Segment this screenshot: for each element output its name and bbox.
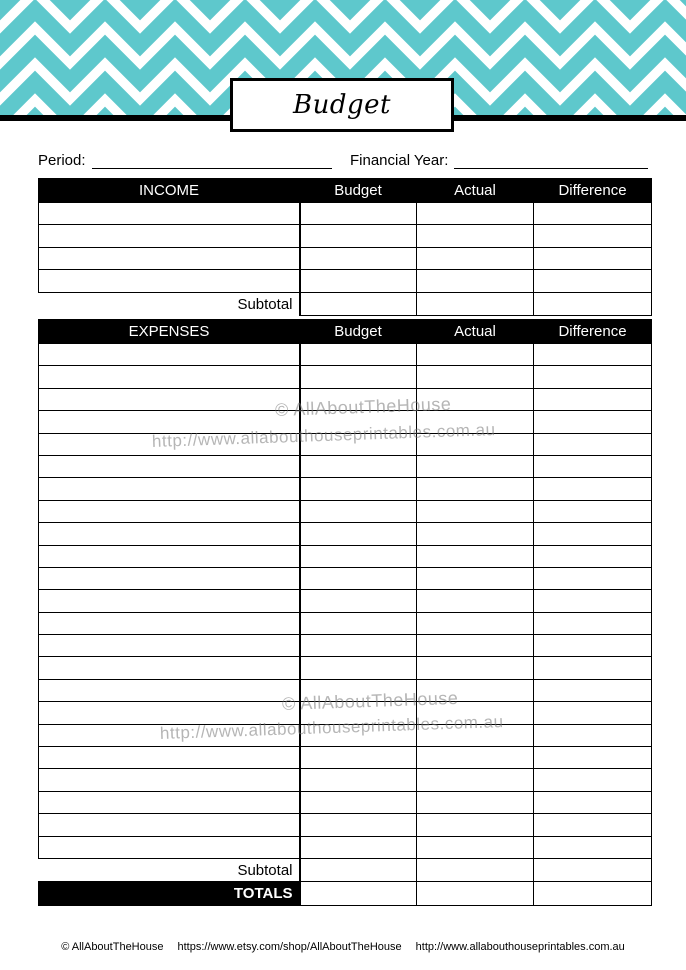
- expense-budget-cell[interactable]: [300, 344, 417, 366]
- expense-difference-cell[interactable]: [534, 612, 652, 634]
- expense-item-cell[interactable]: [39, 567, 300, 589]
- expense-actual-cell[interactable]: [417, 657, 534, 679]
- financial-year-field: [350, 150, 648, 169]
- expense-row: [39, 455, 652, 477]
- income-item-cell[interactable]: [39, 225, 300, 247]
- expense-difference-cell[interactable]: [534, 747, 652, 769]
- watermark-url: http://www.allabouthouseprintables.com.au: [159, 712, 504, 743]
- income-item-cell[interactable]: [39, 270, 300, 292]
- expense-difference-cell[interactable]: [534, 567, 652, 589]
- expense-difference-cell[interactable]: [534, 366, 652, 388]
- expense-item-cell[interactable]: [39, 545, 300, 567]
- expense-item-cell[interactable]: [39, 478, 300, 500]
- expense-item-cell[interactable]: [39, 814, 300, 836]
- expense-actual-cell[interactable]: [417, 500, 534, 522]
- expense-difference-cell[interactable]: [534, 814, 652, 836]
- expense-item-cell[interactable]: [39, 523, 300, 545]
- expense-row: [39, 635, 652, 657]
- expense-item-cell[interactable]: [39, 747, 300, 769]
- income-item-cell[interactable]: [39, 247, 300, 269]
- expense-item-cell[interactable]: [39, 344, 300, 366]
- income-difference-cell[interactable]: [534, 270, 652, 292]
- footer-site-link[interactable]: http://www.allabouthouseprintables.com.au: [415, 941, 625, 953]
- income-budget-cell[interactable]: [300, 203, 417, 225]
- income-difference-cell[interactable]: [534, 247, 652, 269]
- expense-item-cell[interactable]: [39, 657, 300, 679]
- watermark-copyright: © AllAboutTheHouse: [274, 393, 452, 420]
- expense-difference-cell[interactable]: [534, 500, 652, 522]
- expense-actual-cell[interactable]: [417, 523, 534, 545]
- expense-item-cell[interactable]: [39, 455, 300, 477]
- expense-budget-cell[interactable]: [300, 814, 417, 836]
- expense-budget-cell[interactable]: [300, 791, 417, 813]
- expense-actual-cell[interactable]: [417, 635, 534, 657]
- expense-item-cell[interactable]: [39, 791, 300, 813]
- income-difference-cell[interactable]: [534, 225, 652, 247]
- expense-budget-cell[interactable]: [300, 590, 417, 612]
- income-actual-cell[interactable]: [417, 225, 534, 247]
- expenses-subtotal-row: [39, 858, 652, 882]
- income-subtotal-label: Subtotal: [39, 292, 300, 316]
- expense-actual-cell[interactable]: [417, 612, 534, 634]
- income-actual-cell[interactable]: [417, 270, 534, 292]
- totals-label: TOTALS: [39, 882, 300, 906]
- expenses-subtotal-budget[interactable]: [300, 858, 417, 882]
- expense-budget-cell[interactable]: [300, 500, 417, 522]
- income-row: [39, 225, 652, 247]
- expense-difference-cell[interactable]: [534, 388, 652, 410]
- income-subtotal-budget[interactable]: [300, 292, 417, 316]
- expense-actual-cell[interactable]: [417, 545, 534, 567]
- income-item-cell[interactable]: [39, 203, 300, 225]
- totals-budget[interactable]: [300, 882, 417, 906]
- watermark-copyright: © AllAboutTheHouse: [281, 687, 459, 714]
- expense-actual-cell[interactable]: [417, 814, 534, 836]
- footer-etsy-link[interactable]: https://www.etsy.com/shop/AllAboutTheHouse: [177, 941, 402, 953]
- difference-header: Difference: [534, 320, 652, 344]
- footer: [0, 941, 686, 953]
- income-budget-cell[interactable]: [300, 247, 417, 269]
- expense-budget-cell[interactable]: [300, 545, 417, 567]
- expense-difference-cell[interactable]: [534, 344, 652, 366]
- budget-header: Budget: [300, 320, 417, 344]
- expense-difference-cell[interactable]: [534, 702, 652, 724]
- expense-actual-cell[interactable]: [417, 478, 534, 500]
- income-actual-cell[interactable]: [417, 203, 534, 225]
- expense-budget-cell[interactable]: [300, 567, 417, 589]
- period-line[interactable]: [92, 150, 332, 169]
- expense-difference-cell[interactable]: [534, 836, 652, 858]
- expense-budget-cell[interactable]: [300, 769, 417, 791]
- expense-budget-cell[interactable]: [300, 523, 417, 545]
- expense-budget-cell[interactable]: [300, 635, 417, 657]
- expense-row: [39, 567, 652, 589]
- expense-row: [39, 545, 652, 567]
- income-actual-cell[interactable]: [417, 247, 534, 269]
- expense-row: [39, 500, 652, 522]
- income-subtotal-row: [39, 292, 652, 316]
- expense-difference-cell[interactable]: [534, 455, 652, 477]
- income-subtotal-actual[interactable]: [417, 292, 534, 316]
- income-budget-cell[interactable]: [300, 270, 417, 292]
- expense-actual-cell[interactable]: [417, 366, 534, 388]
- totals-difference[interactable]: [534, 882, 652, 906]
- title-box: [230, 78, 454, 132]
- expense-budget-cell[interactable]: [300, 366, 417, 388]
- income-row: [39, 247, 652, 269]
- expense-budget-cell[interactable]: [300, 657, 417, 679]
- expenses-subtotal-actual[interactable]: [417, 858, 534, 882]
- expenses-header-row: [39, 320, 652, 344]
- expense-budget-cell[interactable]: [300, 612, 417, 634]
- expense-actual-cell[interactable]: [417, 836, 534, 858]
- expense-row: [39, 344, 652, 366]
- watermark-url: http://www.allabouthouseprintables.com.au: [151, 420, 496, 451]
- expense-difference-cell[interactable]: [534, 523, 652, 545]
- expense-item-cell[interactable]: [39, 679, 300, 701]
- expense-item-cell[interactable]: [39, 388, 300, 410]
- expense-row: [39, 814, 652, 836]
- financial-year-line[interactable]: [454, 150, 648, 169]
- expense-actual-cell[interactable]: [417, 590, 534, 612]
- expense-row: [39, 478, 652, 500]
- expense-budget-cell[interactable]: [300, 478, 417, 500]
- footer-copyright: © AllAboutTheHouse: [61, 941, 164, 953]
- expense-budget-cell[interactable]: [300, 455, 417, 477]
- expense-actual-cell[interactable]: [417, 769, 534, 791]
- expense-item-cell[interactable]: [39, 769, 300, 791]
- expense-budget-cell[interactable]: [300, 747, 417, 769]
- actual-header: Actual: [417, 179, 534, 203]
- difference-header: Difference: [534, 179, 652, 203]
- income-difference-cell[interactable]: [534, 203, 652, 225]
- expense-row: [39, 747, 652, 769]
- expense-actual-cell[interactable]: [417, 567, 534, 589]
- expense-row: [39, 366, 652, 388]
- period-field: [38, 150, 332, 169]
- totals-row: [39, 882, 652, 906]
- budget-header: Budget: [300, 179, 417, 203]
- page-title: Budget: [293, 90, 391, 120]
- period-label: Period:: [38, 152, 86, 169]
- expense-difference-cell[interactable]: [534, 657, 652, 679]
- expense-row: [39, 791, 652, 813]
- expense-difference-cell[interactable]: [534, 724, 652, 746]
- expense-item-cell[interactable]: [39, 590, 300, 612]
- expense-difference-cell[interactable]: [534, 545, 652, 567]
- actual-header: Actual: [417, 320, 534, 344]
- expenses-header: EXPENSES: [39, 320, 300, 344]
- expense-actual-cell[interactable]: [417, 455, 534, 477]
- expense-row: [39, 523, 652, 545]
- expense-actual-cell[interactable]: [417, 747, 534, 769]
- income-header-row: [39, 179, 652, 203]
- expense-item-cell[interactable]: [39, 500, 300, 522]
- expense-budget-cell[interactable]: [300, 836, 417, 858]
- expense-row: [39, 590, 652, 612]
- expense-difference-cell[interactable]: [534, 411, 652, 433]
- expense-difference-cell[interactable]: [534, 635, 652, 657]
- expense-row: [39, 836, 652, 858]
- expense-actual-cell[interactable]: [417, 344, 534, 366]
- income-row: [39, 270, 652, 292]
- financial-year-label: Financial Year:: [350, 152, 449, 169]
- expense-difference-cell[interactable]: [534, 433, 652, 455]
- expense-item-cell[interactable]: [39, 635, 300, 657]
- expense-difference-cell[interactable]: [534, 590, 652, 612]
- income-budget-cell[interactable]: [300, 225, 417, 247]
- expenses-subtotal-difference[interactable]: [534, 858, 652, 882]
- expense-item-cell[interactable]: [39, 612, 300, 634]
- expense-item-cell[interactable]: [39, 836, 300, 858]
- expense-row: [39, 769, 652, 791]
- income-row: [39, 203, 652, 225]
- income-subtotal-difference[interactable]: [534, 292, 652, 316]
- expense-difference-cell[interactable]: [534, 478, 652, 500]
- expense-row: [39, 612, 652, 634]
- expense-item-cell[interactable]: [39, 366, 300, 388]
- expense-difference-cell[interactable]: [534, 679, 652, 701]
- expense-row: [39, 657, 652, 679]
- totals-actual[interactable]: [417, 882, 534, 906]
- expenses-subtotal-label: Subtotal: [39, 858, 300, 882]
- income-header: INCOME: [39, 179, 300, 203]
- expense-actual-cell[interactable]: [417, 791, 534, 813]
- expense-difference-cell[interactable]: [534, 769, 652, 791]
- expense-difference-cell[interactable]: [534, 791, 652, 813]
- income-table: [38, 178, 652, 316]
